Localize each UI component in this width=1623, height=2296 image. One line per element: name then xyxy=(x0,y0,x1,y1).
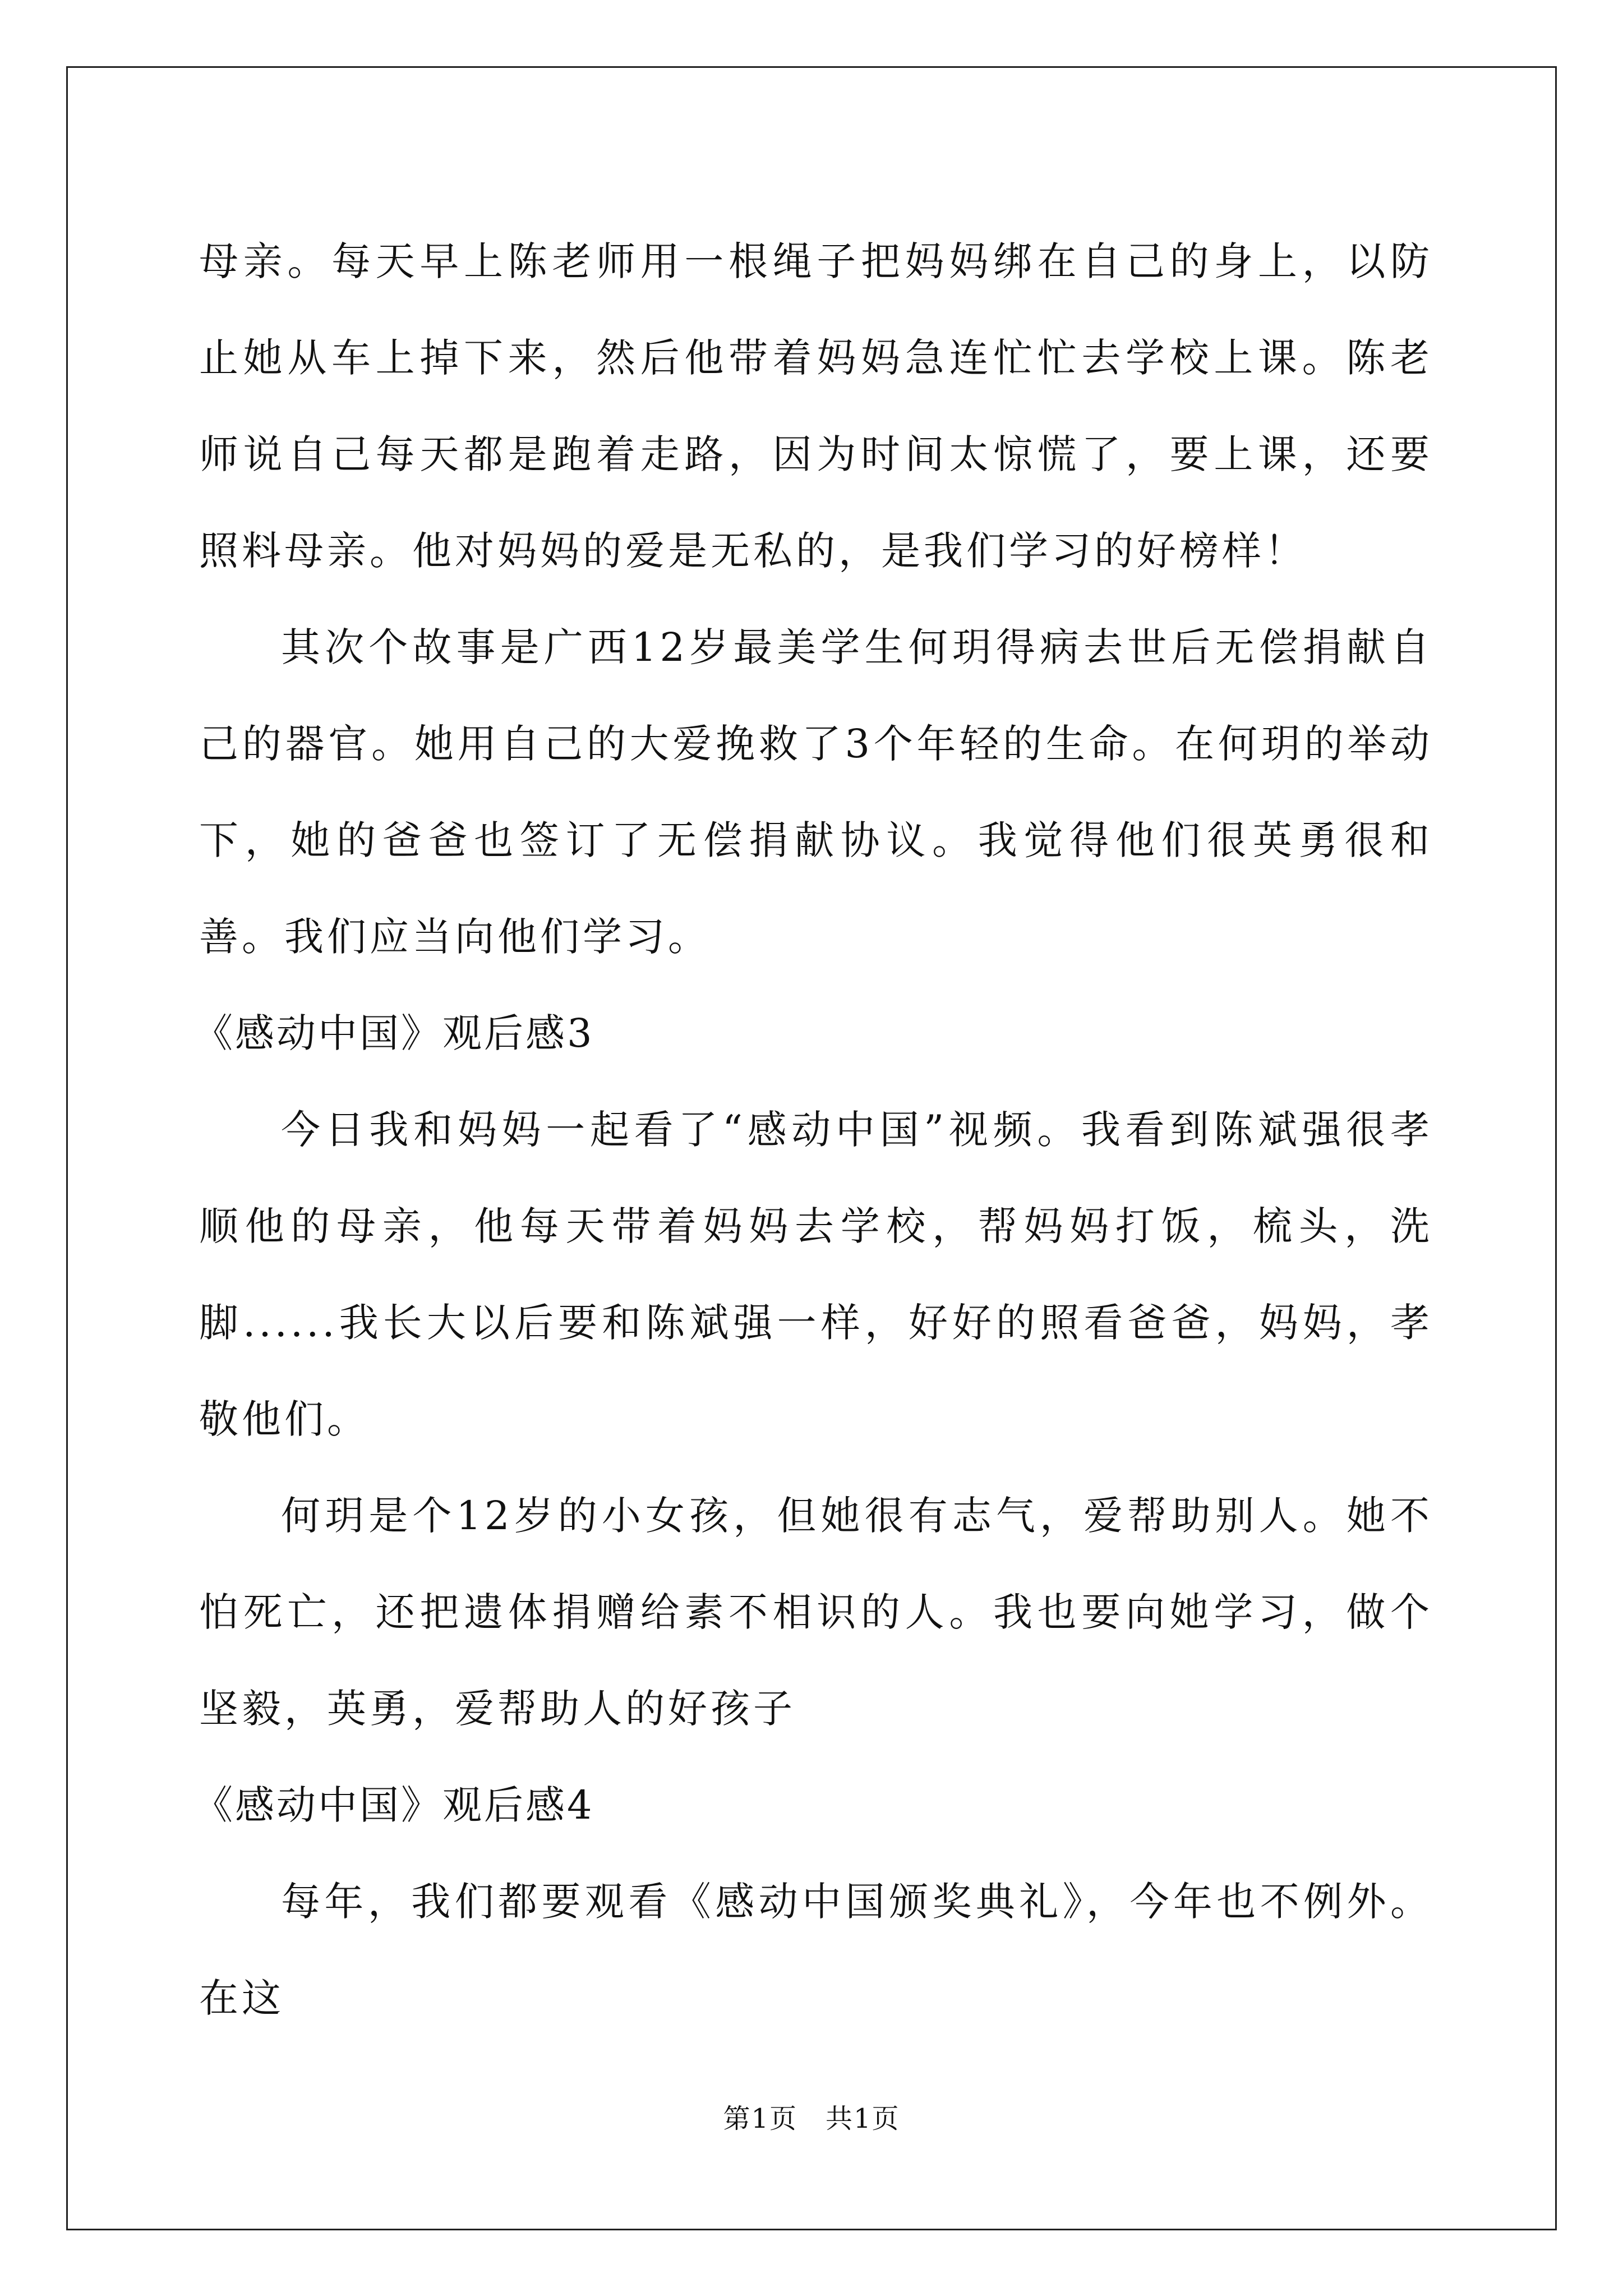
document-body xyxy=(193,213,1433,2046)
section-title-3: 《感动中国》观后感3 xyxy=(193,1010,594,1056)
section-title-4: 《感动中国》观后感4 xyxy=(193,1782,594,1828)
paragraph-4: 何玥是个12岁的小女孩，但她很有志气，爱帮助别人。她不怕死亡，还把遗体捐赠给素不相识的人。我也要向她学习，做个坚毅，英勇，爱帮助人的好孩子 xyxy=(199,1493,1433,1732)
paragraph-2: 其次个故事是广西12岁最美学生何玥得病去世后无偿捐献自己的器官。她用自己的大爱挽救了3个年轻的生命。在何玥的举动下，她的爸爸也签订了无偿捐献协议。我觉得他们很英勇很和善。我们应当向他们学习。 xyxy=(199,624,1433,960)
page-number-footer: 第1页 共1页 xyxy=(723,2103,900,2134)
paragraph-3: 今日我和妈妈一起看了“感动中国”视频。我看到陈斌强很孝顺他的母亲，他每天带着妈妈去学校，帮妈妈打饭，梳头，洗脚......我长大以后要和陈斌强一样，好好的照看爸爸，妈妈，孝敬他们。 xyxy=(199,1107,1433,1442)
paragraph-5: 每年，我们都要观看《感动中国颁奖典礼》，今年也不例外。在这 xyxy=(199,1879,1433,2021)
paragraph-1: 母亲。每天早上陈老师用一根绳子把妈妈绑在自己的身上，以防止她从车上掉下来，然后他带着妈妈急连忙忙去学校上课。陈老师说自己每天都是跑着走路，因为时间太惊慌了，要上课，还要照料母亲。他对妈妈的爱是无私的，是我们学习的好榜样！ xyxy=(199,238,1433,574)
